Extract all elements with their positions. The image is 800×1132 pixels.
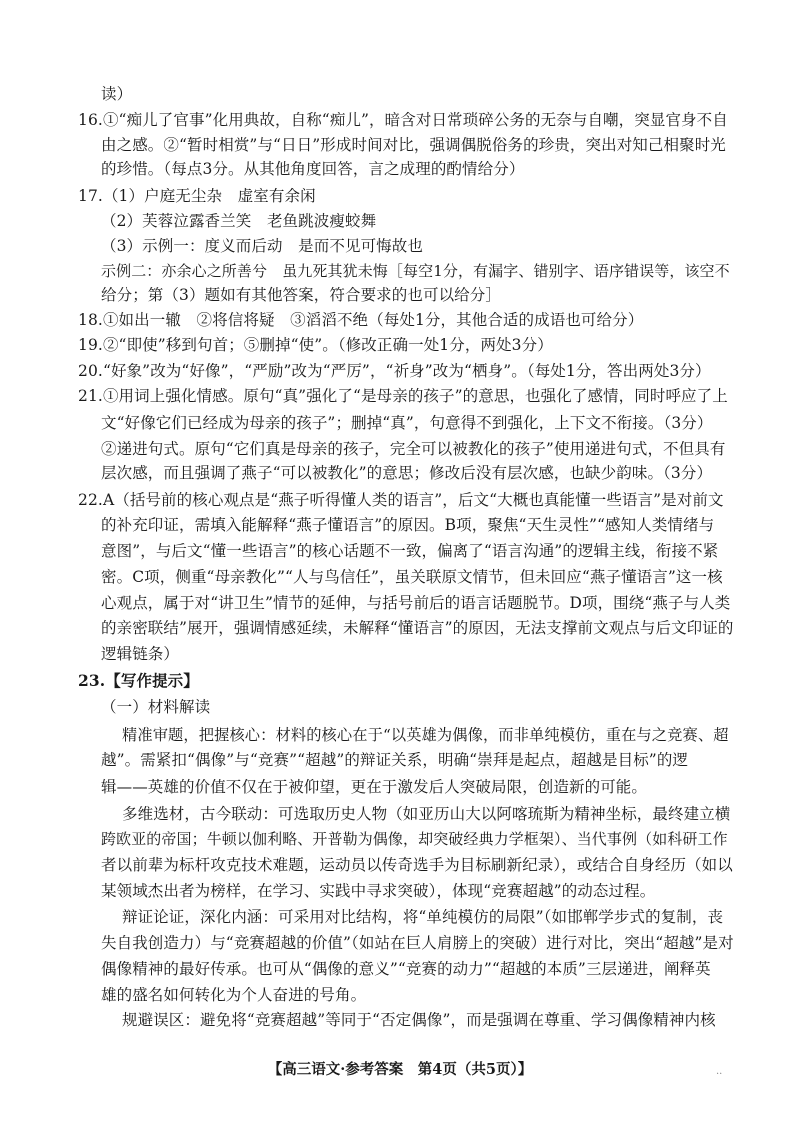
text-line: 18.①如出一辙 ②将信将疑 ③滔滔不绝（每处1分，其他合适的成语也可给分） [78, 311, 644, 329]
text-line: 21.①用词上强化情感。原句“真”强化了“是母亲的孩子”的意思，也强化了感情，同时呼应了上 [78, 387, 728, 405]
section-heading: 23.【写作提示】 [78, 671, 199, 690]
text-line: 精准审题，把握核心：材料的核心在于“以英雄为偶像，而非单纯模仿，重在与之竞赛、超 [122, 726, 729, 744]
text-line: （3）示例一：度义而后动 是而不见可悔故也 [101, 237, 423, 255]
text-line: 19.②“即使”移到句首；⑤删掉“使”。（修改正确一处1分，两处3分） [78, 336, 553, 354]
text-line: （2）芙蓉泣露香兰笑 老鱼跳波瘦蛟舞 [101, 212, 377, 230]
text-line: 的珍惜。（每点3分。从其他角度回答，言之成理的酌情给分） [101, 160, 525, 178]
text-line: 由之感。②“暂时相赏”与“日日”形成时间对比，强调偶脱俗务的珍贵，突出对知己相聚时光 [101, 136, 726, 154]
text-line: 给分；第（3）题如有其他答案，符合要求的也可以给分］ [101, 286, 501, 304]
text-line: 17.（1）户庭无尘杂 虚室有余闲 [78, 187, 316, 205]
text-line: 某领域杰出者为榜样，在学习、实践中寻求突破），体现“竞赛超越”的动态过程。 [101, 882, 656, 900]
text-line: 心观点，属于对“讲卫生”情节的延伸，与括号前后的语言话题脱节。D项，围绕“燕子与人类 [101, 594, 731, 612]
text-line: 的亲密联结”展开，强调情感延续，未解释“懂语言”的原因，无法支撑前文观点与后文印证的 [101, 619, 734, 637]
scan-mark: .. [716, 1066, 723, 1077]
text-line: 意图”，与后文“懂一些语言”的核心话题不一致，偏离了“语言沟通”的逻辑主线，衔接不紧 [101, 542, 719, 560]
text-line: 层次感，而且强调了燕子“可以被教化”的意思；修改后没有层次感，也缺少韵味。（3分） [101, 464, 713, 482]
text-line: ②递进句式。原句“它们真是母亲的孩子，完全可以被教化的孩子”使用递进句式，不但具有 [101, 440, 726, 458]
text-line: 者以前辈为标杆攻克技术难题，运动员以传奇选手为目标刷新纪录），或结合自身经历（如以 [101, 856, 733, 874]
page-footer: 【高三语文·参考答案 第4页（共5页）】 [267, 1061, 533, 1078]
text-line: 22.A（括号前的核心观点是“燕子听得懂人类的语言”，后文“大概也真能懂一些语言”是对前文 [78, 491, 724, 509]
text-line: （一）材料解读 [101, 698, 211, 716]
text-line: 的补充印证，需填入能解释“燕子懂语言”的原因。B项，聚焦“天生灵性”“感知人类情绪与 [101, 516, 715, 534]
text-line: 20.“好象”改为“好像”，“严励”改为“严厉”，“祈身”改为“栖身”。（每处1分，答出两处3分） [78, 362, 711, 380]
text-line: 示例二：亦余心之所善兮 虽九死其犹未悔［每空1分，有漏字、错别字、语序错误等，该空不 [101, 262, 730, 280]
text-line: 文“好像它们已经成为母亲的孩子”；删掉“真”，句意得不到强化，上下文不衔接。（3分） [101, 414, 713, 432]
text-line: 失自我创造力）与“竞赛超越的价值”（如站在巨人肩膀上的突破）进行对比，突出“超越”是对 [101, 934, 734, 952]
text-line: 规避误区：避免将“竞赛超越”等同于“否定偶像”，而是强调在尊重、学习偶像精神内核 [122, 1011, 716, 1029]
text-line: 雄的盛名如何转化为个人奋进的号角。 [101, 986, 367, 1004]
text-line: 跨欧亚的帝国；牛顿以伽利略、开普勒为偶像，却突破经典力学框架）、当代事例（如科研工作 [101, 830, 728, 848]
text-line: 多维选材，古今联动：可选取历史人物（如亚历山大以阿喀琉斯为精神坐标，最终建立横 [122, 805, 731, 823]
text-line: 辑——英雄的价值不仅在于被仰望，更在于激发后人突破局限，创造新的可能。 [101, 778, 648, 796]
text-line: 越”。需紧扣“偶像”与“竞赛”“超越”的辩证关系，明确“崇拜是起点，超越是目标”的逻 [101, 751, 689, 769]
text-line: 16.①“痴儿了官事”化用典故，自称“痴儿”，暗含对日常琐碎公务的无奈与自嘲，突显官身不自 [78, 111, 728, 129]
text-line: 偶像精神的最好传承。也可从“偶像的意义”“竞赛的动力”“超越的本质”三层递进，阐释英 [101, 960, 711, 978]
text-line: 逻辑链条） [101, 645, 180, 663]
text-line: 密。C项，侧重“母亲教化”“人与鸟信任”，虽关联原文情节，但未回应“燕子懂语言”这一核 [101, 568, 723, 586]
text-line: 辩证论证，深化内涵：可采用对比结构，将“单纯模仿的局限”（如邯郸学步式的复制，丧 [122, 908, 724, 926]
text-line: 读） [101, 85, 133, 103]
